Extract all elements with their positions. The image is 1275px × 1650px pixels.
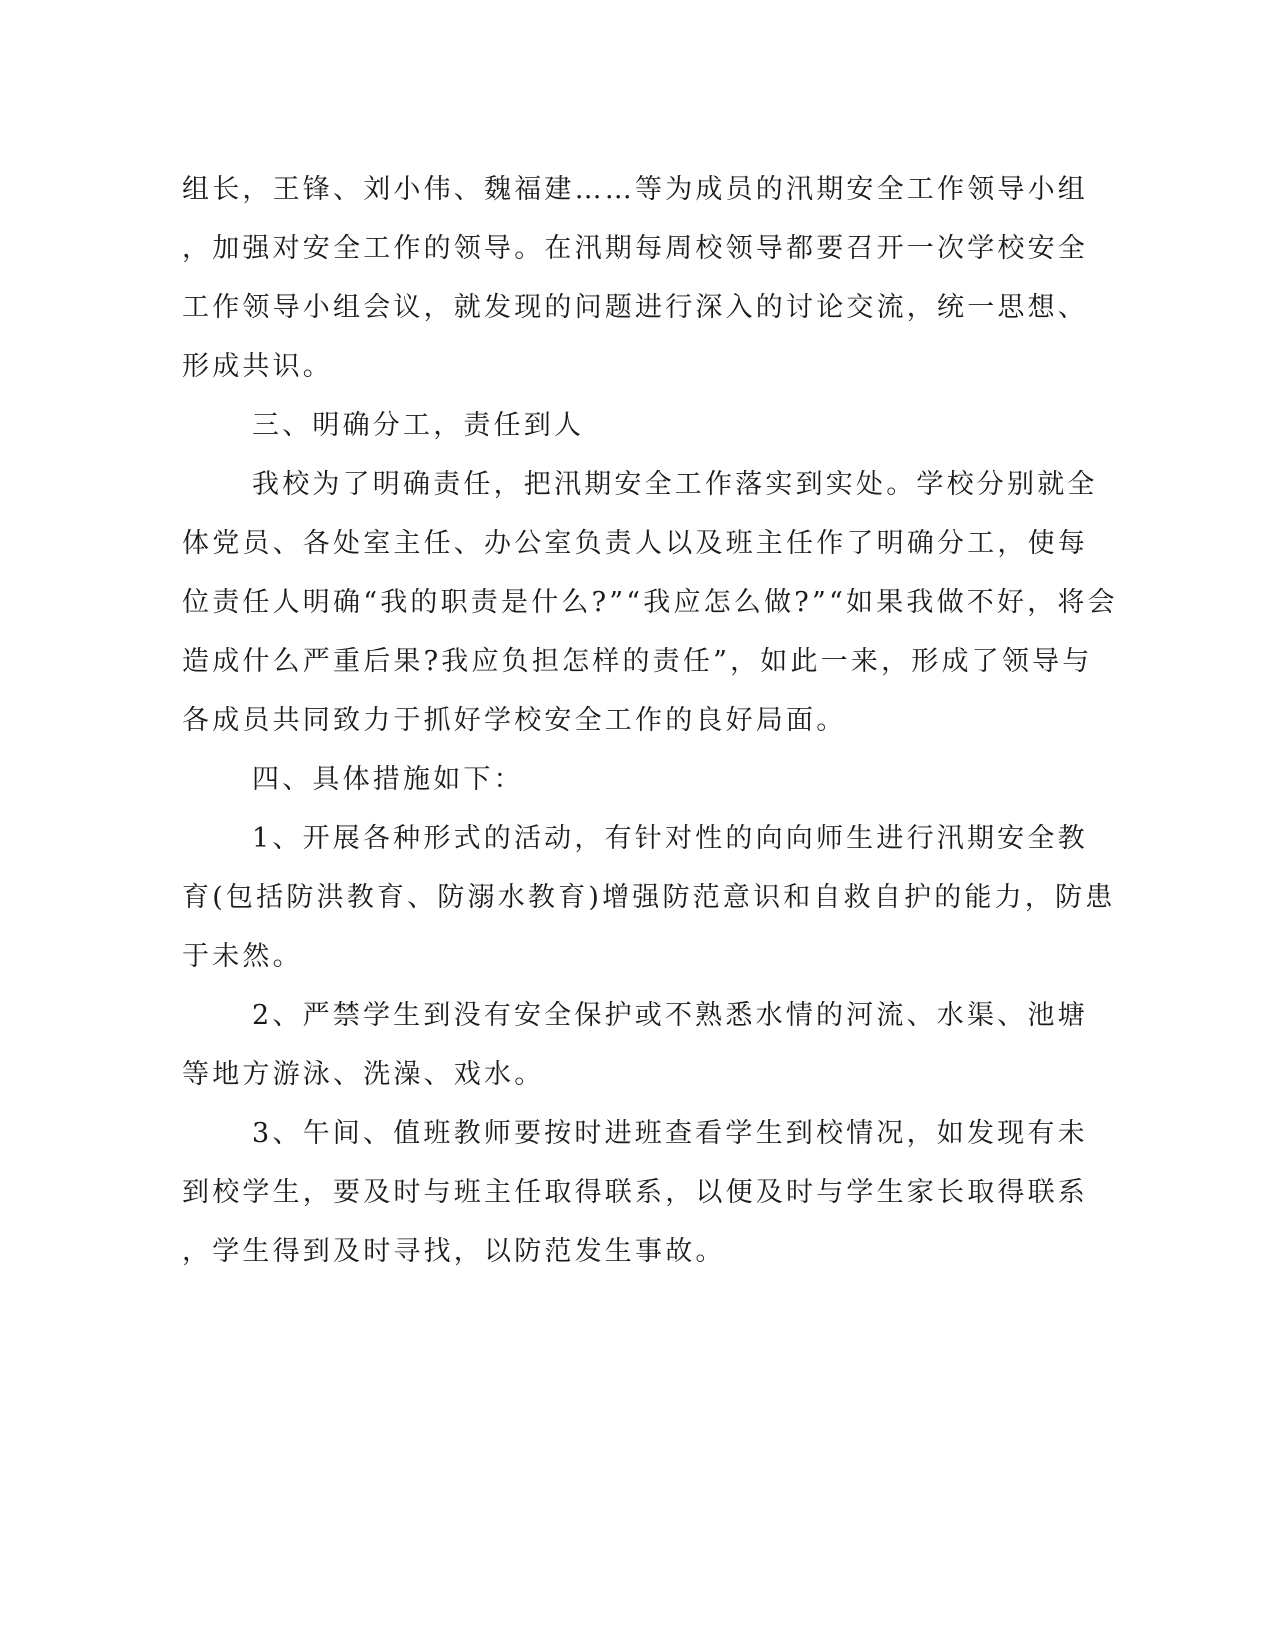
section-heading: 三、明确分工，责任到人 — [252, 410, 585, 441]
text-line: 形成共识。 — [182, 351, 333, 382]
text-line: 体党员、各处室主任、办公室负责人以及班主任作了明确分工，使每 — [182, 528, 1088, 559]
text-line: 育(包括防洪教育、防溺水教育)增强防范意识和自救自护的能力，防患 — [182, 882, 1116, 913]
text-line: 位责任人明确“我的职责是什么?”“我应怎么做?”“如果我做不好，将会 — [182, 587, 1118, 618]
text-line: 于未然。 — [182, 941, 303, 972]
text-line: 等地方游泳、洗澡、戏水。 — [182, 1059, 545, 1090]
text-line: ，加强对安全工作的领导。在汛期每周校领导都要召开一次学校安全 — [182, 233, 1088, 264]
text-line: 1、开展各种形式的活动，有针对性的向向师生进行汛期安全教 — [252, 823, 1088, 854]
text-line: 工作领导小组会议，就发现的问题进行深入的讨论交流，统一思想、 — [182, 292, 1088, 323]
document-body — [182, 160, 1118, 1281]
text-line: 各成员共同致力于抓好学校安全工作的良好局面。 — [182, 705, 847, 736]
text-line: 到校学生，要及时与班主任取得联系，以便及时与学生家长取得联系 — [182, 1177, 1088, 1208]
text-line: 3、午间、值班教师要按时进班查看学生到校情况，如发现有未 — [252, 1118, 1088, 1149]
text-line: 组长，王锋、刘小伟、魏福建……等为成员的汛期安全工作领导小组 — [182, 174, 1088, 205]
text-line: ，学生得到及时寻找，以防范发生事故。 — [182, 1236, 726, 1267]
text-line: 2、严禁学生到没有安全保护或不熟悉水情的河流、水渠、池塘 — [252, 1000, 1088, 1031]
text-line: 造成什么严重后果?我应负担怎样的责任”，如此一来，形成了领导与 — [182, 646, 1093, 677]
text-line: 我校为了明确责任，把汛期安全工作落实到实处。学校分别就全 — [252, 469, 1098, 500]
section-heading: 四、具体措施如下： — [252, 764, 524, 795]
